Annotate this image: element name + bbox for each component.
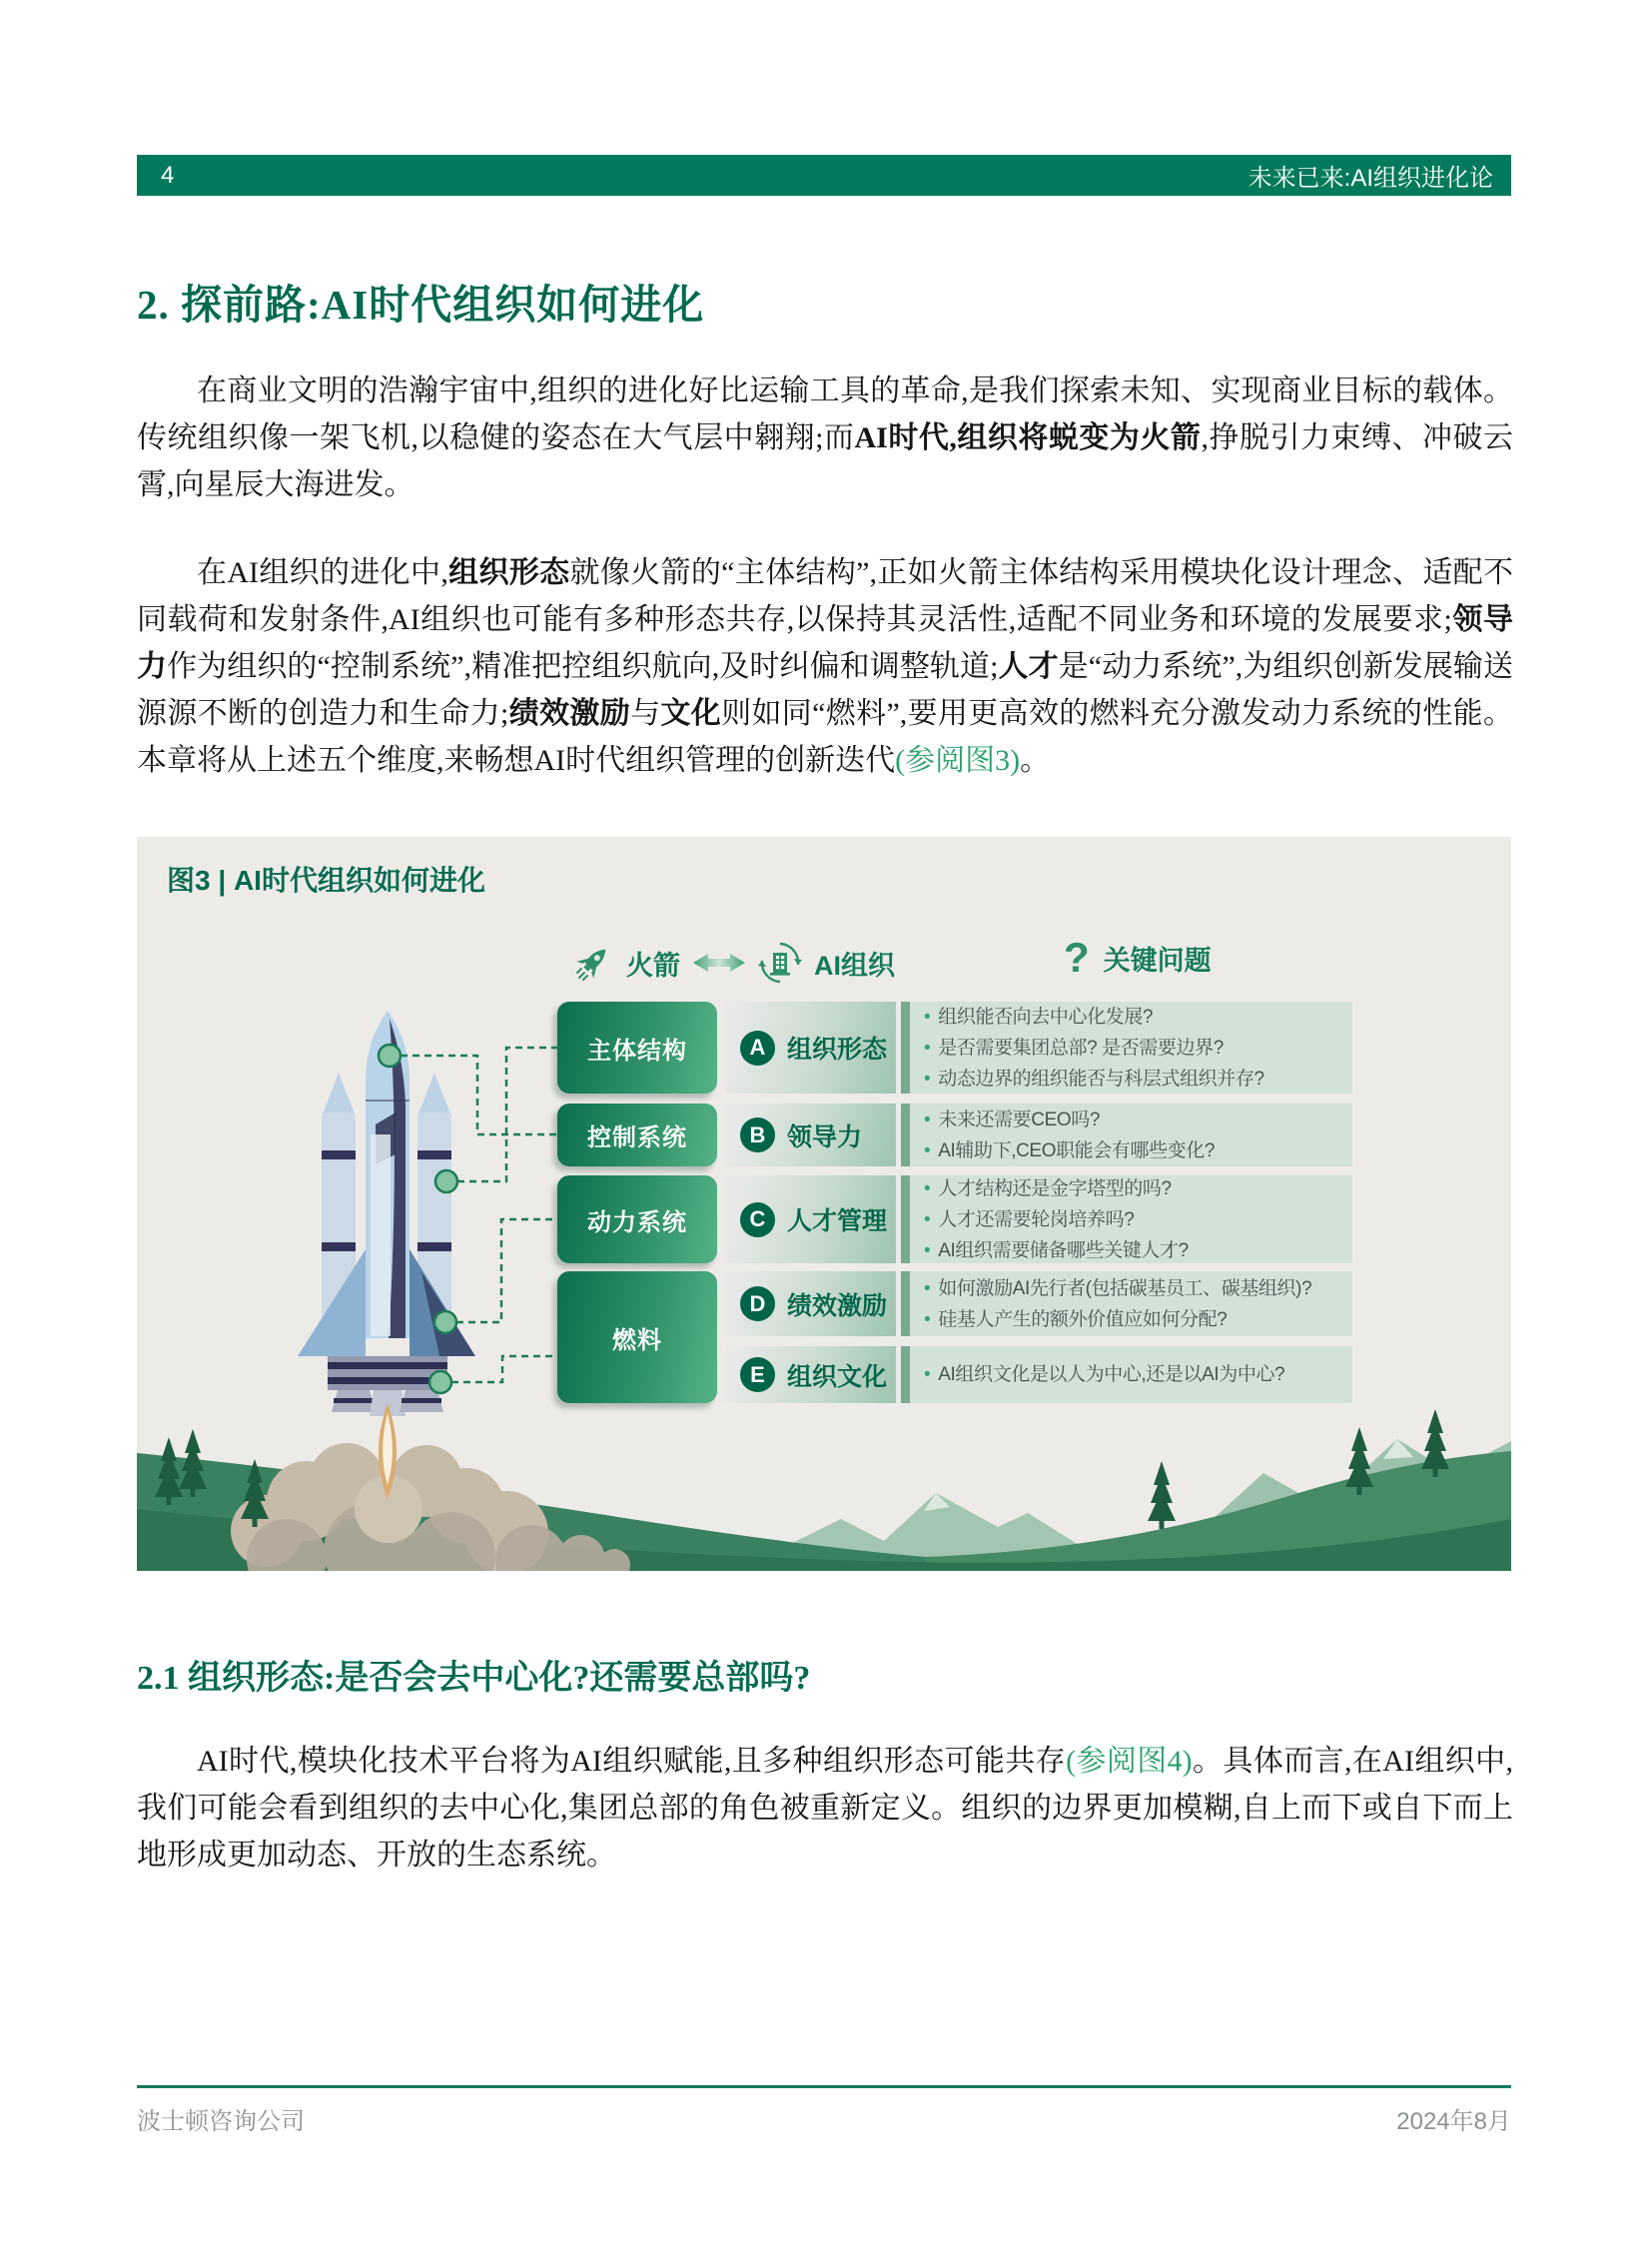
p3-text-tail: 。具体而言,在AI组织中,我们可能会看到组织的去中心化,集团总部的角色被重新定义。组织的边界更加模糊,自上而下或自下而上地形成更加动态、开放的生态系统。 [137, 1745, 1514, 1871]
p1-text-tail: ,挣脱引力束缚、冲破云霄,向星辰大海进发。 [137, 421, 1514, 501]
letter-badge-d: D [740, 1286, 775, 1321]
question-item [924, 1359, 1344, 1390]
question-text: AI组织需要储备哪些关键人才? [938, 1239, 1189, 1261]
space-shuttle-illustration [292, 1005, 481, 1434]
questions-box-leadership [901, 1104, 1352, 1166]
bullet-icon: • [924, 1068, 931, 1090]
p2-bold-talent: 人才 [998, 650, 1059, 683]
bullet-icon: • [924, 1208, 931, 1230]
question-item [924, 1304, 1344, 1335]
dimension-label: 人才管理 [787, 1207, 888, 1235]
page-number: 4 [161, 161, 175, 189]
questions-box-culture [901, 1346, 1352, 1403]
question-text: AI辅助下,CEO职能会有哪些变化? [938, 1139, 1216, 1161]
dimension-label: 组织形态 [787, 1036, 888, 1064]
footer-company: 波士顿咨询公司 [137, 2108, 305, 2135]
rocket-part-box-control: 控制系统 [557, 1104, 717, 1166]
question-item [924, 1204, 1344, 1235]
question-item [924, 1235, 1344, 1266]
dimension-box-leadership [725, 1104, 896, 1166]
questions-box-org-form [901, 1002, 1352, 1094]
letter-badge-e: E [740, 1357, 775, 1392]
p2-text: 与 [630, 697, 661, 730]
tree-icon [1421, 1409, 1449, 1477]
bullet-icon: • [924, 1277, 931, 1299]
p2-text: 是“动力系统”,为组织创新发展输送源源不断的创造力和生命力; [137, 650, 1514, 730]
p2-bold-culture: 文化 [660, 697, 722, 730]
legend-rocket-label: 火箭 [626, 950, 680, 981]
legend-org-label: AI组织 [814, 950, 895, 981]
rocket-part-box-structure: 主体结构 [557, 1002, 717, 1094]
question-text: 未来还需要CEO吗? [938, 1109, 1101, 1130]
question-mark-icon: ? [1064, 934, 1090, 981]
question-item [924, 1135, 1344, 1166]
question-item [924, 1273, 1344, 1304]
question-text: 动态边界的组织能否与科层式组织并存? [938, 1068, 1264, 1090]
p1-bold: AI时代,组织将蜕变为火箭 [854, 421, 1202, 454]
rocket-icon [574, 943, 614, 983]
question-text: 是否需要集团总部? 是否需要边界? [938, 1037, 1224, 1059]
paragraph-2 [137, 549, 1513, 784]
letter-badge-a: A [740, 1031, 775, 1066]
p2-text: 作为组织的“控制系统”,精准把控组织航向,及时纠偏和调整轨道; [167, 650, 999, 683]
dimension-label: 绩效激励 [787, 1291, 888, 1320]
bullet-icon: • [924, 1109, 931, 1130]
p2-text: 就像火箭的“主体结构”,正如火箭主体结构采用模块化设计理念、适配不同载荷和发射条件,AI组织也可能有多种形态共存,以保持其灵活性,适配不同业务和环境的发展要求; [137, 556, 1514, 636]
question-item [924, 1064, 1344, 1095]
question-item [924, 1033, 1344, 1064]
figure-title: 图3 | AI时代组织如何进化 [167, 865, 485, 896]
double-arrow-icon [692, 951, 746, 975]
dimension-box-talent [725, 1175, 896, 1263]
question-item [924, 1002, 1344, 1033]
dimension-box-org-form [725, 1002, 896, 1094]
rocket-part-box-power: 动力系统 [557, 1175, 717, 1263]
dimension-label: 领导力 [787, 1122, 863, 1151]
dimension-label: 组织文化 [787, 1362, 888, 1391]
paragraph-3 [137, 1738, 1513, 1878]
bullet-icon: • [924, 1239, 931, 1261]
question-text: 人才还需要轮岗培养吗? [938, 1208, 1135, 1230]
running-title: 未来已来:AI组织进化论 [1247, 165, 1493, 192]
bullet-icon: • [924, 1006, 931, 1028]
figure-legend-right [1064, 934, 1212, 981]
figure3-reference-link[interactable]: (参阅图3) [895, 744, 1021, 777]
p2-bold-leadership: 领导力 [137, 603, 1513, 683]
p2-text-tail: 。 [1020, 744, 1051, 777]
figure4-reference-link[interactable]: (参阅图4) [1066, 1745, 1193, 1778]
dimension-box-culture [725, 1346, 896, 1403]
p3-text: AI时代,模块化技术平台将为AI组织赋能,且多种组织形态可能共存 [197, 1745, 1067, 1778]
question-text: 硅基人产生的额外价值应如何分配? [938, 1308, 1228, 1330]
paragraph-1 [137, 368, 1513, 508]
page-footer [137, 2101, 1511, 2136]
question-text: 如何激励AI先行者(包括碳基员工、碳基组织)? [938, 1277, 1312, 1299]
bullet-icon: • [924, 1364, 931, 1385]
p2-text: 在AI组织的进化中, [197, 556, 448, 589]
landscape-illustration [137, 1401, 1511, 1571]
question-item [924, 1105, 1344, 1135]
rocket-part-box-fuel: 燃料 [557, 1271, 717, 1403]
bullet-icon: • [924, 1177, 931, 1199]
tree-icon [1345, 1427, 1373, 1495]
legend-questions-label: 关键问题 [1103, 945, 1212, 976]
p2-bold-org-form: 组织形态 [447, 556, 570, 589]
figure-3 [137, 837, 1511, 1571]
p2-text: 则如同“燃料”,要用更高效的燃料充分激发动力系统的性能。本章将从上述五个维度,来畅想AI时代组织管理的创新迭代 [137, 697, 1514, 777]
figure-legend-left [574, 941, 895, 985]
question-text: 人才结构还是金字塔型的吗? [938, 1177, 1172, 1199]
dimension-box-incentive [725, 1271, 896, 1336]
questions-box-talent [901, 1175, 1352, 1263]
footer-date: 2024年8月 [1396, 2108, 1511, 2135]
question-text: 组织能否向去中心化发展? [938, 1006, 1154, 1028]
p1-text: 在商业文明的浩瀚宇宙中,组织的进化好比运输工具的革命,是我们探索未知、实现商业目标的载体。传统组织像一架飞机,以稳健的姿态在大气层中翱翔;而 [137, 374, 1513, 454]
section-heading: 2. 探前路:AI时代组织如何进化 [137, 282, 705, 328]
page-header [137, 155, 1511, 196]
footer-divider [137, 2085, 1511, 2088]
question-text: AI组织文化是以人为中心,还是以AI为中心? [938, 1364, 1285, 1385]
tree-icon [1148, 1461, 1176, 1529]
p2-bold-incentive: 绩效激励 [508, 697, 631, 730]
building-cycle-icon [758, 941, 802, 985]
question-item [924, 1173, 1344, 1204]
bullet-icon: • [924, 1037, 931, 1059]
subsection-heading: 2.1 组织形态:是否会去中心化?还需要总部吗? [137, 1660, 811, 1697]
bullet-icon: • [924, 1139, 931, 1161]
bullet-icon: • [924, 1308, 931, 1330]
letter-badge-b: B [740, 1118, 775, 1152]
questions-box-incentive [901, 1271, 1352, 1336]
letter-badge-c: C [740, 1202, 775, 1237]
